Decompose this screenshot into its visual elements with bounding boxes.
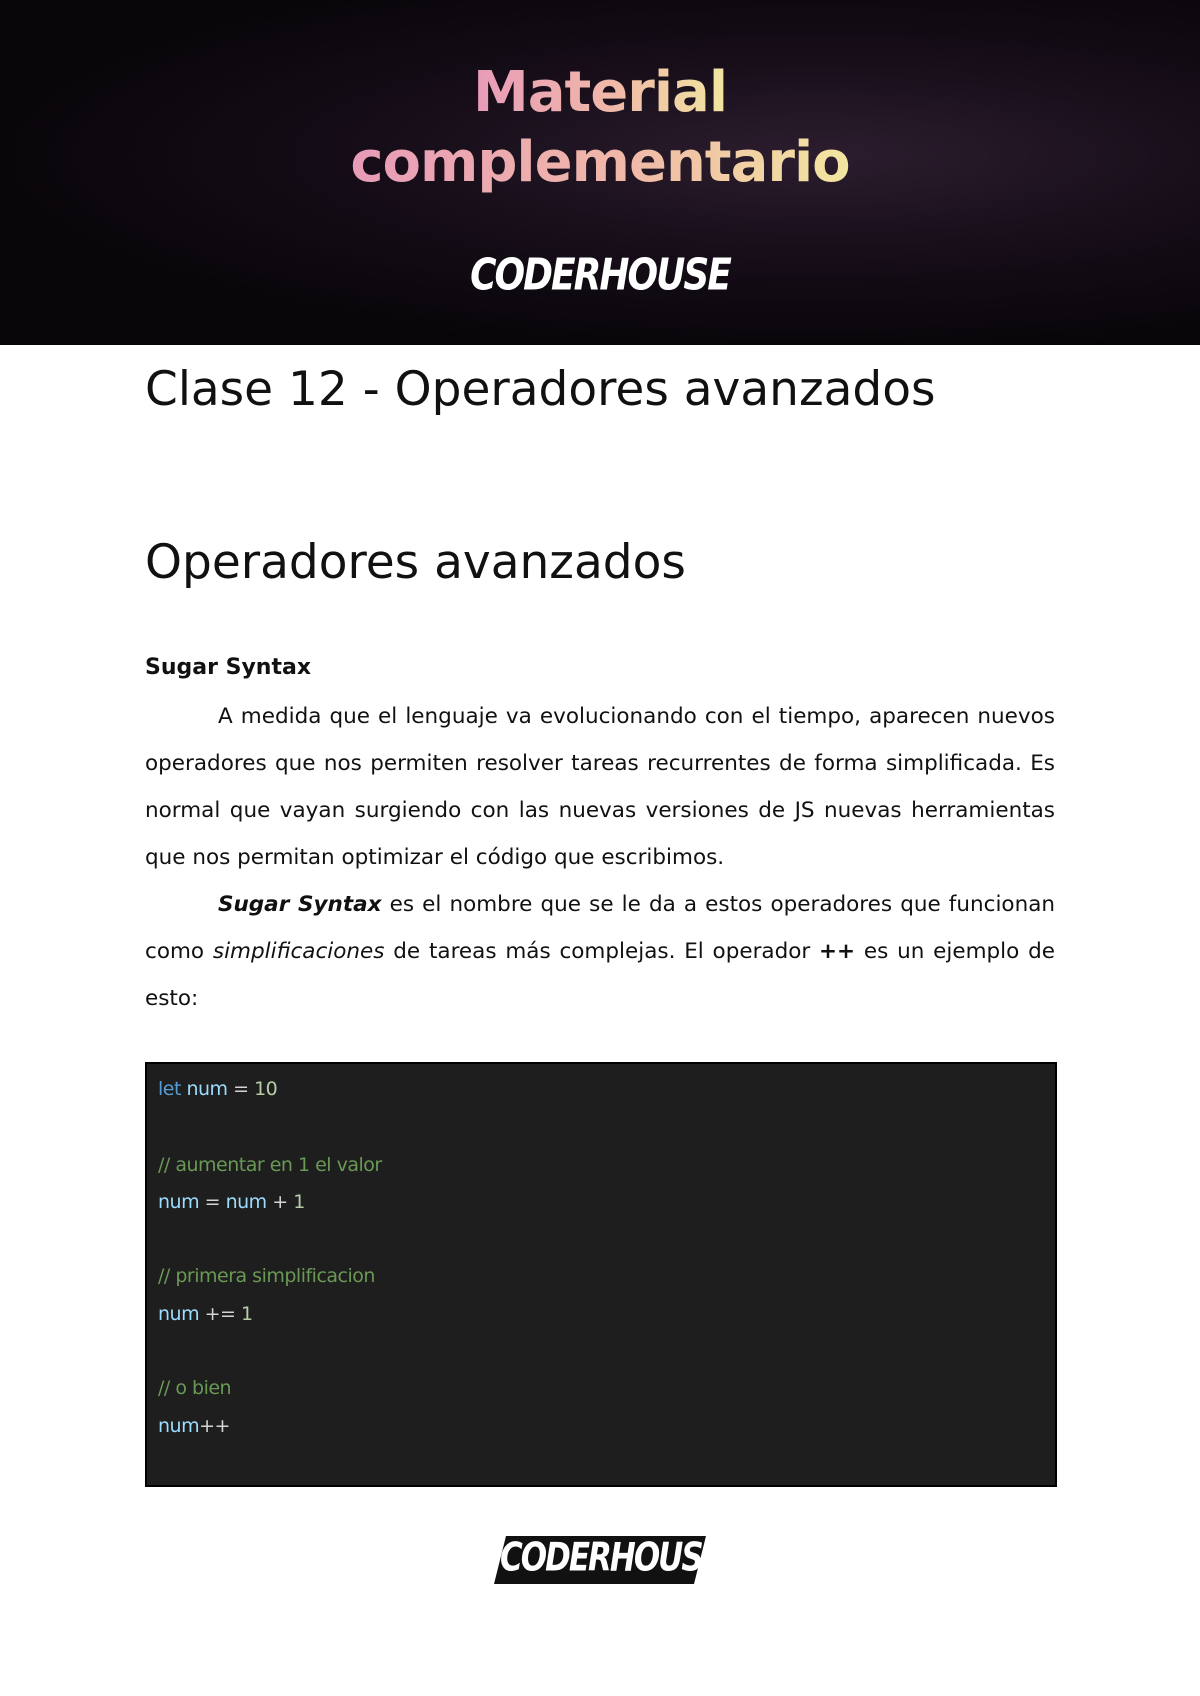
subheading: Sugar Syntax: [145, 655, 312, 680]
paragraph-intro: A medida que el lenguaje va evolucionando con el tiempo, aparecen nuevos operadores que nos permiten resolver tareas recurrentes de forma simplificada. Es normal que vayan surgiendo con las nuevas versiones de JS nuevas herramientas que nos permitan optimizar el código que escribimos.: [145, 704, 1055, 870]
footer-brand-logo: [500, 1535, 721, 1584]
footer-logo-text: CODERHOUSE: [500, 1535, 721, 1581]
operator-increment: ++: [819, 939, 856, 964]
code-block: [145, 1062, 1057, 1487]
section-title: Operadores avanzados: [145, 535, 686, 590]
paragraph-text-c: es un ejemplo de esto:: [145, 939, 1055, 1011]
code-operator: +=: [199, 1303, 242, 1325]
code-comment-primera: // primera simplificacion: [158, 1265, 375, 1287]
banner-title-line1: Material: [472, 60, 728, 125]
code-line-assign: [158, 1191, 305, 1213]
code-number: 1: [293, 1191, 305, 1213]
code-line-increment: [158, 1415, 230, 1437]
code-line-let: [158, 1078, 277, 1100]
paragraph-text-a: es el nombre que se le da a estos operadores que funcionan como: [145, 892, 1055, 964]
code-operator: =: [199, 1191, 226, 1213]
code-variable: num: [225, 1191, 267, 1213]
code-variable: num: [158, 1303, 200, 1325]
code-comment-o-bien: // o bien: [158, 1377, 232, 1399]
header-banner: [0, 0, 1200, 345]
code-variable: num: [186, 1078, 228, 1100]
paragraph-sugar-syntax: [145, 881, 1055, 1022]
code-comment-aumentar: // aumentar en 1 el valor: [158, 1154, 382, 1176]
code-operator: ++: [199, 1415, 230, 1437]
code-line-plus-equals: [158, 1303, 253, 1325]
code-variable: num: [158, 1415, 200, 1437]
term-sugar-syntax: Sugar Syntax: [218, 892, 382, 917]
code-operator: =: [227, 1078, 255, 1100]
paragraph-text-b: de tareas más complejas. El operador: [384, 939, 820, 964]
class-title: Clase 12 - Operadores avanzados: [145, 362, 936, 417]
code-operator: +: [266, 1191, 294, 1213]
code-variable: num: [158, 1191, 200, 1213]
code-number: 10: [254, 1078, 278, 1100]
banner-brand-logo: CODERHOUSE: [470, 250, 730, 301]
code-number: 1: [241, 1303, 253, 1325]
banner-title-line2: complementario: [350, 130, 850, 195]
emphasis-simplificaciones: simplificaciones: [212, 939, 385, 964]
code-keyword: let: [158, 1078, 181, 1100]
